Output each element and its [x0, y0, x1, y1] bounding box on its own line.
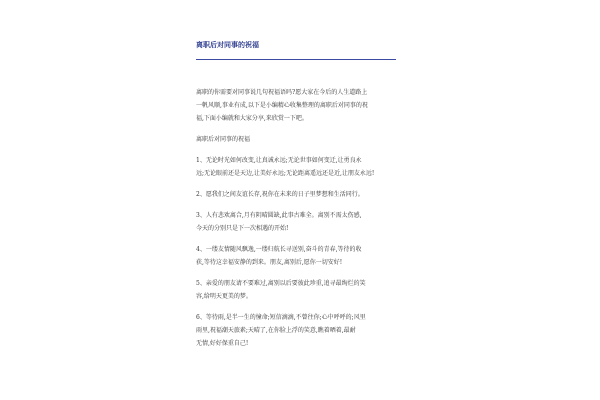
paragraph-line: 雨里,祝福潮天旅素;天晴了,在你脸上浮的笑意,瞧着晒着,最耐: [196, 327, 356, 334]
blessing-paragraph-6: [196, 311, 408, 350]
intro-line: 一帆风顺,事业有成,以下是小编精心收集整理的离职后对同事的祝: [196, 102, 368, 109]
title-divider: [196, 59, 396, 60]
page-title: 离职后对同事的祝福: [196, 40, 259, 49]
blessing-paragraph-5: [196, 277, 408, 303]
paragraph-line: 5、亲爱的朋友请不要难过,离别以后要彼此珍重,追寻最绚烂的笑: [196, 280, 366, 287]
section-heading: 离职后对同事的祝福: [196, 136, 251, 143]
paragraph-line: 4、一缕友情随风飘逸,一缕归航长寻送别,奋斗的青春,等待的收: [196, 246, 362, 253]
blessing-paragraph-1: [196, 154, 408, 180]
paragraph-line: 获,等待这幸福安静的到来。朋友,离别后,愿你一切安好!: [196, 259, 343, 266]
article: [196, 40, 408, 350]
intro-line: 离职的你需要对同事说几句祝福语吗?愿大家在今后的人生道路上: [196, 89, 368, 96]
blessing-paragraph-4: [196, 243, 408, 269]
paragraph-line: 3、人有悲欢离合,月有阴晴圆缺,此事古难全。离别不需太伤感,: [196, 212, 362, 219]
intro-paragraph: [196, 86, 408, 125]
paragraph-line: 今天的分别只是下一次相遇的开始!: [196, 225, 289, 232]
paragraph-line: 无情,好好保重自己!: [196, 340, 249, 347]
blessing-paragraph-2: [196, 188, 408, 201]
paragraph-line: 1、无论时光如何改变,让真诚永远;无论世事如何变迁,让勇良永: [196, 157, 362, 164]
paragraph-line: 2、愿我们之间友谊长存,祝你在未来的日子里梦想和生活同行。: [196, 191, 364, 198]
intro-line: 福,下面小编就和大家分享,来欣赏一下吧。: [196, 115, 308, 122]
paragraph-line: 6、等待雨,是半一生的憧命;短信滴滴,不曾往你;心中呼呼的;风里: [196, 314, 366, 321]
blessing-paragraph-3: [196, 209, 408, 235]
paragraph-line: 远;无论眼前还是天边,让美好永远;无论距离遥远还是近,让朋友永远!: [196, 170, 375, 177]
paragraph-line: 容,给明天更美的梦。: [196, 293, 252, 300]
